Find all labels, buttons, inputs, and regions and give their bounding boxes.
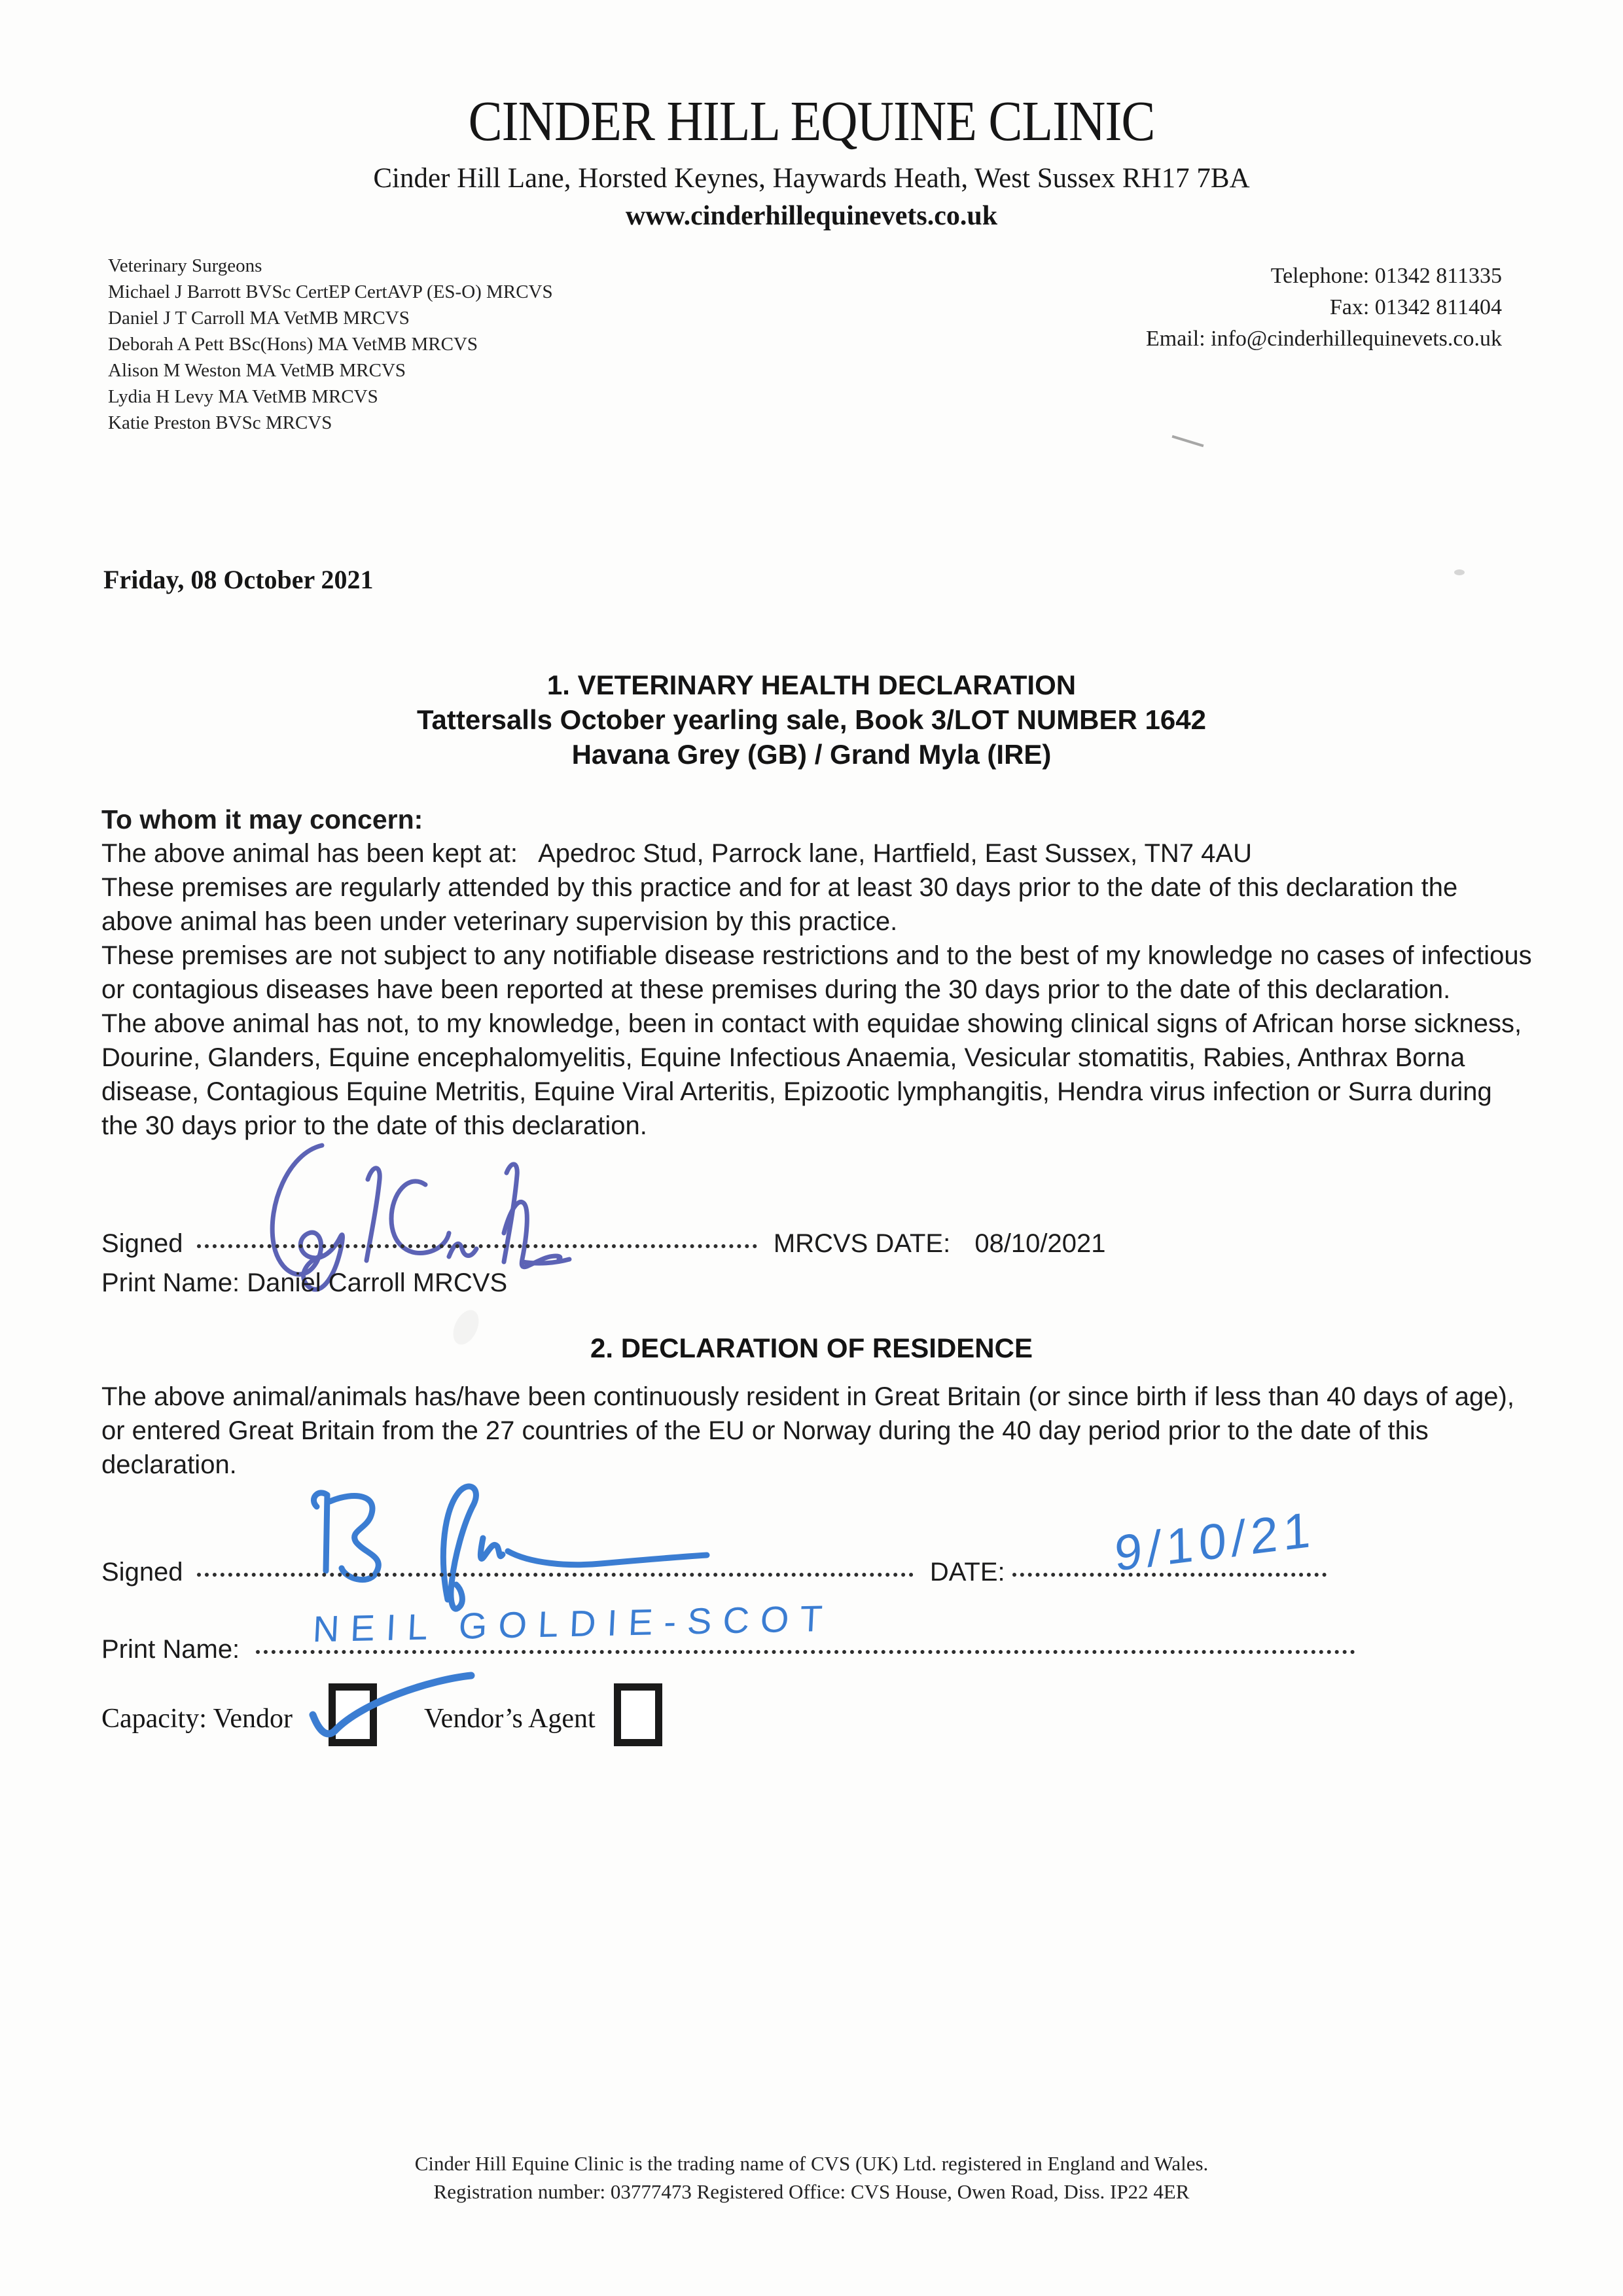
clinic-address: Cinder Hill Lane, Horsted Keynes, Haywards Heath, West Sussex RH17 7BA [373, 163, 1250, 194]
section2-title: 2. DECLARATION OF RESIDENCE [590, 1333, 1033, 1363]
mrcvs-date-value: 08/10/2021 [974, 1229, 1106, 1258]
section1-body [101, 802, 1535, 1143]
capacity-vendor-label: Capacity: Vendor [101, 1704, 293, 1734]
section2-body [101, 1380, 1535, 1482]
surgeon-item: Deborah A Pett BSc(Hons) MA VetMB MRCVS [108, 334, 478, 355]
surgeon-item: Michael J Barrott BVSc CertEP CertAVP (ES-O) MRCVS [108, 281, 553, 302]
section1-title: 1. VETERINARY HEALTH DECLARATION [546, 670, 1077, 700]
clinic-name: CINDER HILL EQUINE CLINIC [468, 88, 1155, 153]
signed-label: Signed [101, 1558, 183, 1587]
clinic-website: www.cinderhillequinevets.co.uk [625, 201, 998, 231]
telephone-line: Telephone: 01342 811335 [1270, 264, 1502, 288]
kept-at-line: The above animal has been kept at: Apedroc Stud, Parrock lane, Hartfield, East Sussex, TN7 4AU [101, 839, 1252, 868]
vendor-signature-handwriting [292, 1478, 711, 1609]
handwritten-date: 9/10/21 [1114, 1501, 1317, 1583]
vendors-agent-label: Vendor’s Agent [424, 1704, 596, 1734]
tick-mark [302, 1673, 479, 1751]
signature-dotted-line [197, 1240, 757, 1248]
fax-line: Fax: 01342 811404 [1329, 295, 1502, 319]
surgeons-heading: Veterinary Surgeons [108, 255, 262, 276]
footer-trading-name: Cinder Hill Equine Clinic is the trading name of CVS (UK) Ltd. registered in England and Wales. [414, 2152, 1209, 2175]
salutation: To whom it may concern: [101, 804, 423, 834]
print-name-label: Print Name: [101, 1635, 240, 1664]
email-line: Email: info@cinderhillequinevets.co.uk [1146, 327, 1502, 351]
veterinary-surgeons-list [108, 253, 553, 436]
scan-smudge [1454, 569, 1465, 575]
surgeon-item: Lydia H Levy MA VetMB MRCVS [108, 386, 378, 407]
mrcvs-date-label: MRCVS DATE: [773, 1229, 951, 1258]
handwritten-print-name: NEIL GOLDIE-SCOT [312, 1597, 835, 1650]
surgeon-item: Alison M Weston MA VetMB MRCVS [108, 360, 406, 381]
footer-registration: Registration number: 03777473 Registered Office: CVS House, Owen Road, Diss. IP22 4ER [433, 2180, 1190, 2203]
vendors-agent-checkbox[interactable] [614, 1683, 662, 1746]
signed-label: Signed [101, 1229, 183, 1258]
signature-dotted-line [197, 1569, 914, 1577]
paragraph-contact-diseases: The above animal has not, to my knowledge, been in contact with equidae showing clinical signs of African horse sickness, Dourine, Glanders, Equine encephalomyelitis, Equine Infectious Anaemia, Vesicular stomatitis, Rabies, Anthrax Borna disease, Contagious Equine Metritis, Equine Viral Arteritis, Epizootic lymphangitis, Hendra virus infection or Surra during the 30 days prior to the date of this declaration. [101, 1009, 1522, 1140]
footer [0, 2149, 1623, 2206]
paragraph-restrictions: These premises are not subject to any notifiable disease restrictions and to the best of my knowledge no cases of infectious or contagious diseases have been reported at these premises during the 30 days prior to the date of this declaration. [101, 941, 1532, 1004]
contact-block [1146, 260, 1502, 355]
section1-subtitle: Tattersalls October yearling sale, Book 3/LOT NUMBER 1642 [417, 704, 1206, 735]
document-date: Friday, 08 October 2021 [103, 565, 374, 594]
paragraph-attended: These premises are regularly attended by this practice and for at least 30 days prior to the date of this declaration the above animal has been under veterinary supervision by this practice. [101, 873, 1458, 936]
surgeon-item: Daniel J T Carroll MA VetMB MRCVS [108, 308, 410, 329]
pen-scratch-mark [1172, 435, 1204, 447]
section1-horse-line: Havana Grey (GB) / Grand Myla (IRE) [571, 739, 1052, 770]
vet-signed-row [101, 1229, 1106, 1259]
surgeon-item: Katie Preston BVSc MRCVS [108, 412, 332, 433]
section1-heading [0, 668, 1623, 772]
paragraph-residence: The above animal/animals has/have been continuously resident in Great Britain (or since birth if less than 40 days of age), or entered Great Britain from the 27 countries of the EU or Norway during the 40 day period prior to the date of this declaration. [101, 1382, 1514, 1479]
date-label: DATE: [929, 1558, 1005, 1587]
vet-print-name: Print Name: Daniel Carroll MRCVS [101, 1268, 508, 1297]
